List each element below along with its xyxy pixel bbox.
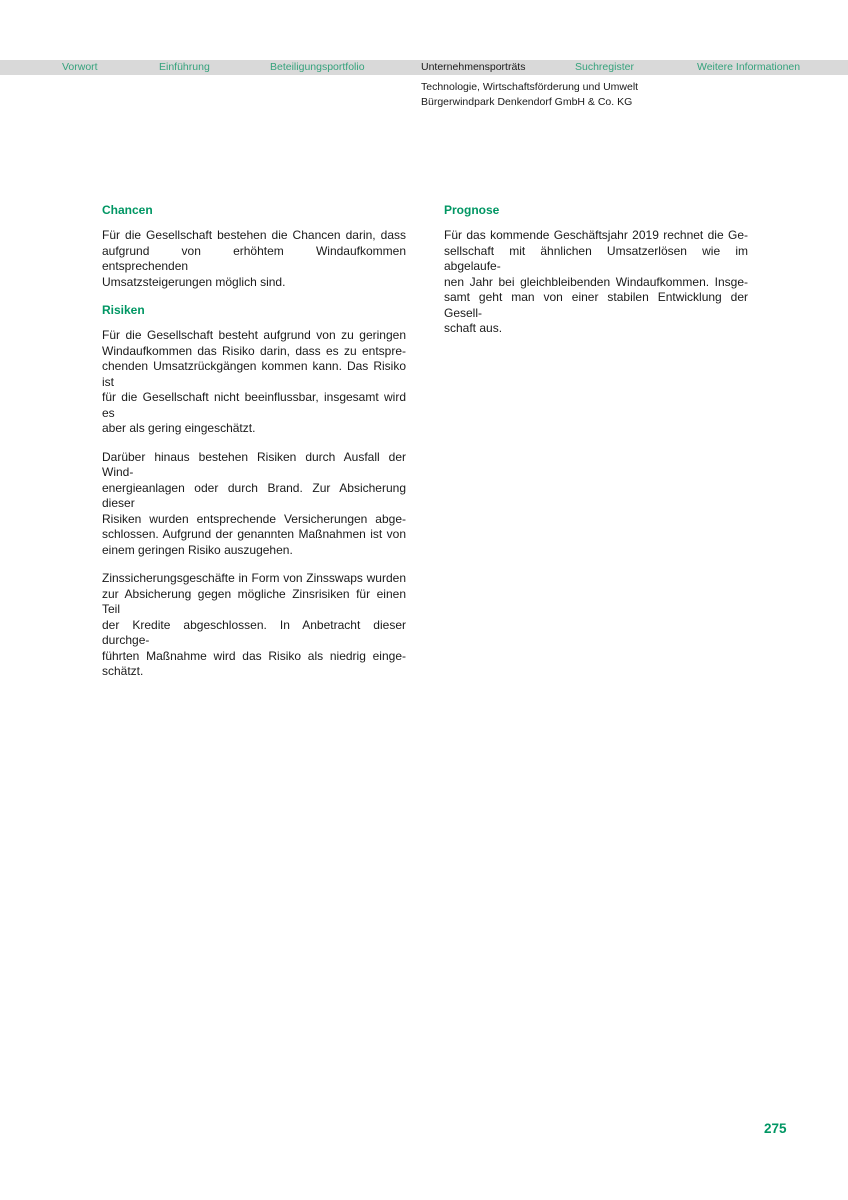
nav-item-unternehmensportraets[interactable]: Unternehmensporträts	[421, 61, 526, 73]
paragraph-risiken-3	[102, 571, 406, 680]
doc-header	[421, 80, 638, 110]
text-line: für die Gesellschaft nicht beeinflussbar, insgesamt wird es	[102, 390, 406, 420]
text-line: führten Maßnahme wird das Risiko als niedrig einge-	[102, 648, 406, 663]
nav-item-vorwort[interactable]: Vorwort	[62, 61, 98, 73]
doc-header-chapter: Technologie, Wirtschaftsförderung und Umwelt	[421, 81, 639, 93]
text-line: energieanlagen oder durch Brand. Zur Absicherung dieser	[102, 480, 406, 510]
left-column	[102, 203, 406, 693]
text-line: nen Jahr bei gleichbleibenden Windaufkommen. Insge-	[444, 274, 748, 289]
nav-item-einfuehrung[interactable]: Einführung	[159, 61, 210, 73]
paragraph-risiken-2	[102, 450, 406, 559]
paragraph-prognose-1	[444, 228, 748, 337]
page-number: 275	[764, 1121, 787, 1136]
text-line: schätzt.	[102, 664, 144, 678]
nav-item-suchregister[interactable]: Suchregister	[575, 61, 634, 73]
section-heading-prognose: Prognose	[444, 203, 500, 217]
text-line: samt geht man von einer stabilen Entwicklung der Gesell-	[444, 290, 748, 320]
section-heading-chancen: Chancen	[102, 203, 153, 217]
nav-item-weitere-informationen[interactable]: Weitere Informationen	[697, 61, 801, 73]
text-line: aber als gering eingeschätzt.	[102, 421, 256, 435]
text-line: Für die Gesellschaft besteht aufgrund von zu geringen	[102, 328, 406, 342]
text-line: Umsatzsteigerungen möglich sind.	[102, 274, 286, 289]
text-line: Risiken wurden entsprechende Versicherungen abge-	[102, 511, 406, 526]
text-line: sellschaft mit ähnlichen Umsatzerlösen wie im abgelaufe-	[444, 243, 748, 273]
top-nav-bar	[0, 60, 848, 75]
text-line: aufgrund von erhöhtem Windaufkommen entsprechenden	[102, 243, 406, 273]
text-line: zur Absicherung gegen mögliche Zinsrisiken für einen Teil	[102, 586, 406, 616]
text-line: einem geringen Risiko auszugehen.	[102, 542, 293, 557]
text-line: chenden Umsatzrückgängen kommen kann. Das Risiko ist	[102, 359, 406, 389]
text-line: der Kredite abgeschlossen. In Anbetracht dieser durchge-	[102, 617, 406, 647]
paragraph-chancen-1	[102, 228, 406, 290]
text-line: Darüber hinaus bestehen Risiken durch Ausfall der Wind-	[102, 449, 406, 479]
text-line: Für die Gesellschaft bestehen die Chancen darin, dass	[102, 228, 406, 242]
nav-item-beteiligungsportfolio[interactable]: Beteiligungsportfolio	[270, 61, 365, 73]
text-line: schaft aus.	[444, 321, 503, 335]
doc-header-company: Bürgerwindpark Denkendorf GmbH & Co. KG	[421, 96, 633, 108]
text-line: Zinssicherungsgeschäfte in Form von Zinsswaps wurden	[102, 571, 406, 585]
section-heading-risiken: Risiken	[102, 303, 145, 317]
paragraph-risiken-1	[102, 328, 406, 437]
right-column	[444, 203, 748, 350]
text-line: schlossen. Aufgrund der genannten Maßnahmen ist von	[102, 527, 406, 541]
text-line: Für das kommende Geschäftsjahr 2019 rechnet die Ge-	[444, 228, 748, 242]
text-line: Windaufkommen das Risiko darin, dass es zu entspre-	[102, 343, 406, 358]
